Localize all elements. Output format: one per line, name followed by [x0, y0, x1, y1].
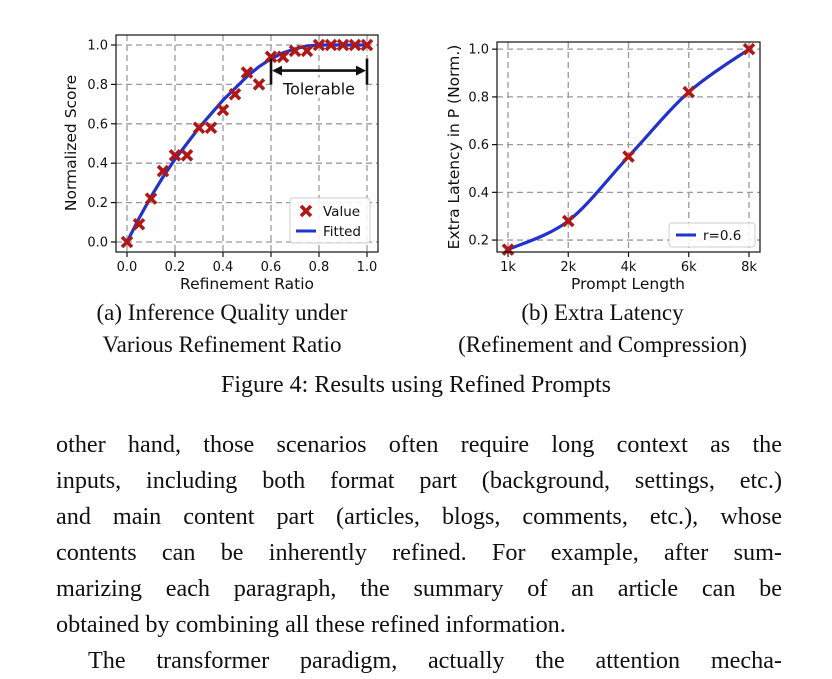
y-tick-label: 0.8	[87, 77, 108, 93]
latency-line	[508, 49, 749, 249]
chart-inference-quality	[0, 0, 420, 300]
x-tick-label: 8k	[741, 260, 757, 275]
chart-extra-latency	[420, 0, 832, 300]
annotation-arrowhead-right	[356, 66, 366, 76]
body-line: other hand, those scenarios often require long context as the	[56, 431, 782, 458]
y-tick-label: 0.0	[87, 235, 108, 251]
value-point	[182, 150, 192, 160]
legend-value-label: Value	[323, 204, 361, 220]
x-tick-label: 0.8	[308, 260, 330, 275]
x-tick-label: 1k	[500, 260, 516, 275]
y-tick-label: 0.4	[87, 156, 108, 172]
y-tick-label: 0.2	[87, 196, 108, 212]
chart-b-y-axis-label: Extra Latency in P (Norm.)	[445, 44, 463, 250]
subcaption-a-line-1: (a) Inference Quality under	[96, 300, 348, 325]
chart-b-grid	[497, 42, 760, 252]
x-tick-label: 1.0	[356, 260, 378, 275]
subcaption-b-line-1: (b) Extra Latency	[521, 300, 684, 325]
body-line: inputs, including both format part (background, settings, etc.)	[56, 467, 782, 494]
x-tick-label: 0.4	[212, 260, 234, 275]
body-line: and main content part (articles, blogs, comments, etc.), whose	[56, 503, 782, 530]
x-tick-label: 4k	[620, 260, 637, 275]
body-line: obtained by combining all these refined information.	[56, 611, 566, 638]
x-tick-label: 0.0	[116, 260, 138, 275]
chart-b-legend	[669, 223, 755, 247]
x-tick-label: 6k	[680, 260, 697, 275]
chart-a-x-axis-label: Refinement Ratio	[180, 275, 314, 293]
value-point	[254, 79, 264, 89]
body-line: contents can be inherently refined. For example, after sum-	[56, 539, 782, 566]
y-tick-label: 1.0	[468, 42, 489, 58]
y-tick-label: 0.2	[468, 233, 489, 249]
legend-fitted-label: Fitted	[323, 224, 361, 240]
y-tick-label: 0.4	[468, 185, 489, 201]
y-tick-label: 0.6	[468, 138, 489, 154]
chart-a-y-axis-label: Normalized Score	[62, 74, 80, 212]
body-line: The transformer paradigm, actually the attention mecha-	[88, 647, 782, 674]
body-line: marizing each paragraph, the summary of an article can be	[56, 575, 782, 602]
value-point	[230, 89, 240, 99]
subcaption-b	[420, 297, 785, 361]
y-tick-label: 0.8	[468, 90, 489, 106]
figure-caption: Figure 4: Results using Refined Prompts	[221, 372, 611, 398]
chart-b-latency-line	[508, 49, 749, 249]
subcaption-b-line-2: (Refinement and Compression)	[458, 332, 747, 357]
subcaption-a-line-2: Various Refinement Ratio	[102, 332, 342, 357]
x-tick-label: 0.2	[164, 260, 186, 275]
body-paragraph	[56, 427, 782, 679]
legend-label: r=0.6	[703, 228, 742, 244]
y-tick-label: 1.0	[87, 38, 108, 54]
chart-a-tolerable-annotation	[271, 59, 367, 99]
chart-a-legend	[290, 198, 370, 243]
x-tick-label: 2k	[560, 260, 577, 275]
chart-b-x-axis-label: Prompt Length	[571, 275, 685, 293]
annotation-arrowhead-left	[272, 66, 282, 76]
y-tick-label: 0.6	[87, 117, 108, 133]
subcaption-a	[62, 297, 382, 361]
x-tick-label: 0.6	[260, 260, 282, 275]
annotation-label: Tolerable	[283, 79, 355, 99]
